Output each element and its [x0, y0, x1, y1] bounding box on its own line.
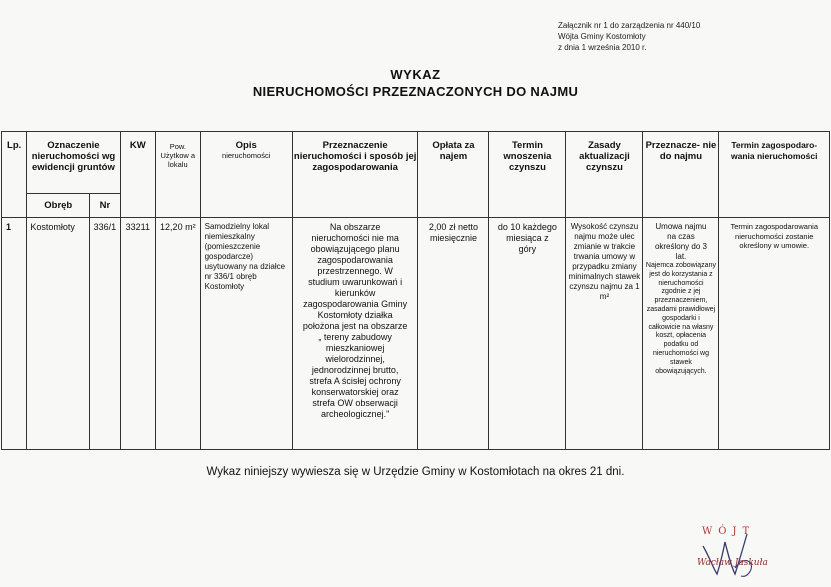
header-zasady: Zasady aktualizacji czynszu [566, 132, 643, 218]
header-opis-sub: nieruchomości [222, 151, 271, 160]
attachment-note [558, 20, 700, 53]
cell-termin-wnoszenia: do 10 każdego miesiąca z góry [489, 218, 566, 450]
header-lp: Lp. [2, 132, 27, 218]
cell-pow: 12,20 m² [156, 218, 201, 450]
header-nr: Nr [90, 194, 120, 218]
cell-zasady: Wysokość czynszu najmu może ulec zmianie w trakcie trwania umowy w przypadku zmiany minimalnych stawek czynszu najmu za 1 m² [566, 218, 643, 450]
header-kw: KW [120, 132, 155, 218]
header-oplata: Opłata za najem [418, 132, 489, 218]
property-table [1, 131, 830, 450]
document-title: WYKAZ [390, 67, 441, 82]
attachment-note-line2: Wójta Gminy Kostomłoty [558, 32, 646, 41]
cell-obreb: Kostomłoty [27, 218, 90, 450]
cell-nr: 336/1 [90, 218, 120, 450]
header-opis [200, 132, 292, 218]
cell-przeznaczenie-najmu [643, 218, 719, 450]
signature-name: Wacław Jaskuła [697, 558, 768, 568]
cell-opis: Samodzielny lokal niemieszkalny (pomieszczenie gospodarcze) usytuowany na działce nr 336/1 obręb Kostomłoty [200, 218, 292, 450]
attachment-note-line1: Załącznik nr 1 do zarządzenia nr 440/10 [558, 21, 701, 30]
cell-kw: 33211 [120, 218, 155, 450]
cell-oplata: 2,00 zł netto miesięcznie [418, 218, 489, 450]
table-header-row [2, 132, 830, 194]
cell-lp: 1 [2, 218, 27, 450]
document-subtitle: NIERUCHOMOŚCI PRZEZNACZONYCH DO NAJMU [252, 84, 579, 99]
cell-przeznaczenie-najmu-najemca: Najemca zobowiązany jest do korzystania z nieruchomości zgodnie z jej przeznaczeniem, zasadami prawidłowej gospodarki i całkowicie na własny koszt, opłacenia podatku od nieruchomości wg stawek obowiązujących. [645, 262, 716, 375]
header-termin-zagosp: Termin zagospodaro- wania nieruchomości [719, 132, 830, 218]
header-opis-title: Opis [235, 140, 257, 151]
cell-przeznaczenie: Na obszarze nieruchomości nie ma obowiązującego planu zagospodarowania przestrzennego. W studium uwarunkowań i kierunków zagospodarowania Gminy Kostomłoty działka położona jest na obszarze „ tereny zabudowy mieszkaniowej wielorodzinnej, jednorodzinnej brutto, strefa A ścisłej ochrony konserwatorskiej oraz strefa OW obserwacji archeologicznej." [292, 218, 418, 450]
table-row [2, 218, 830, 450]
header-przeznaczenie-najmu: Przeznacze- nie do najmu [643, 132, 719, 218]
footer-note: Wykaz niniejszy wywiesza się w Urzędzie Gminy w Kostomłotach na okres 21 dni. [206, 466, 625, 478]
cell-termin-zagosp: Termin zagospodarowania nieruchomości zostanie określony w umowie. [719, 218, 830, 450]
attachment-note-line3: z dnia 1 września 2010 r. [558, 43, 647, 52]
signature-title: WÓJT [702, 526, 756, 537]
header-obreb: Obręb [27, 194, 90, 218]
header-przeznaczenie: Przeznaczenie nieruchomości i sposób jej zagospodarowania [292, 132, 418, 218]
cell-przeznaczenie-najmu-umowa: Umowa najmu na czas określony do 3 lat. [654, 222, 707, 261]
header-termin-wnoszenia: Termin wnoszenia czynszu [489, 132, 566, 218]
header-oznaczenie: Oznaczenie nieruchomości wg ewidencji gruntów [27, 132, 120, 194]
header-pow: Pow. Użytkow a lokalu [156, 132, 201, 218]
